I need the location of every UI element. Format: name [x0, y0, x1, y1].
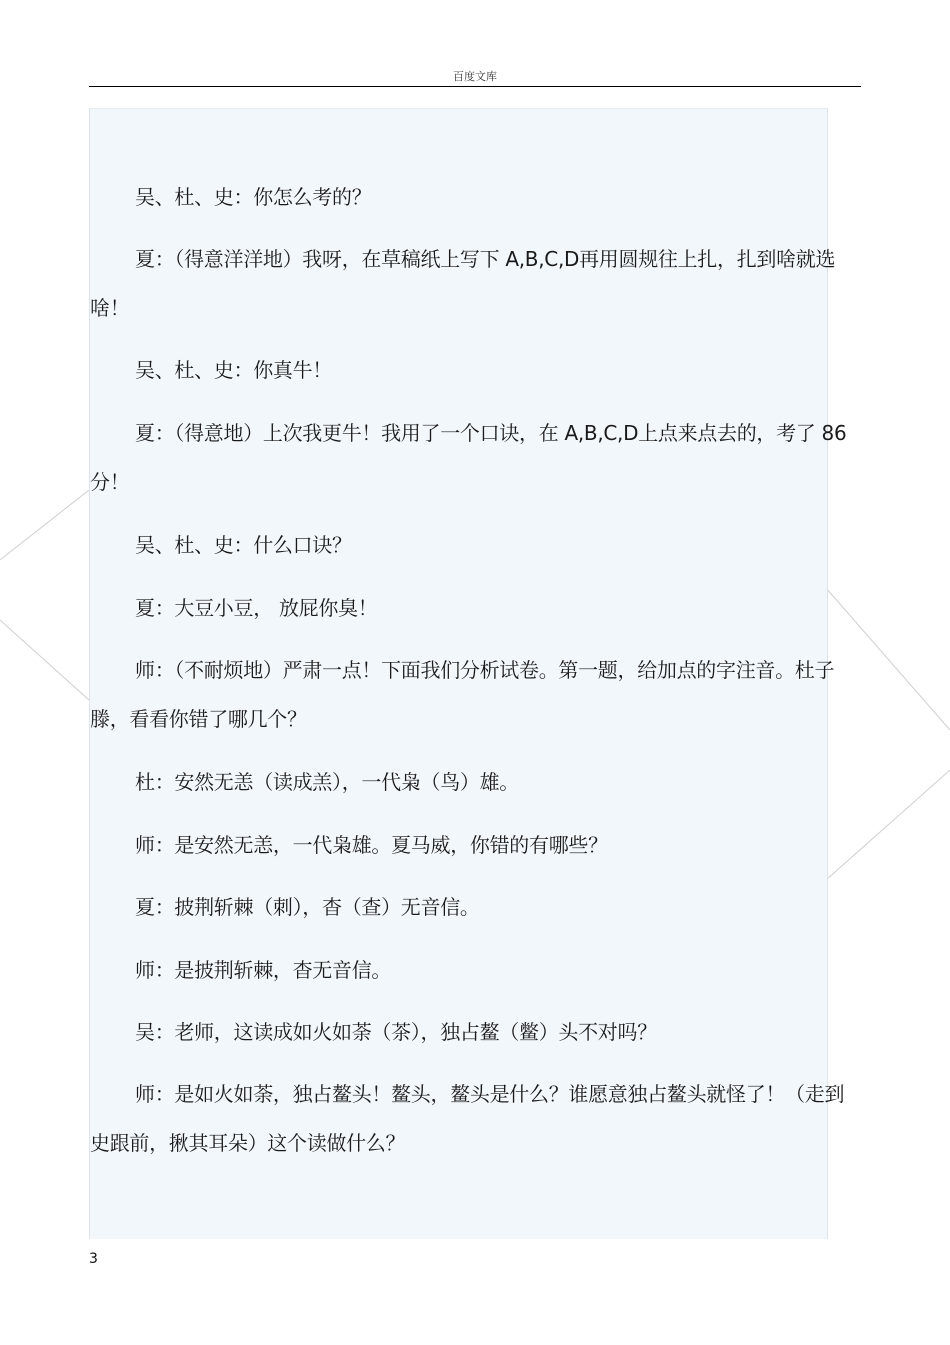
text-line: 夏：大豆小豆， 放屁你臭！	[135, 596, 378, 620]
text-line: 夏：（得意地）上次我更牛！我用了一个口诀，在 A,B,C,D上点来点去的，考了 86	[135, 421, 847, 445]
deco-line	[0, 620, 89, 700]
deco-line	[0, 490, 89, 560]
text-line: 分！	[90, 470, 130, 494]
text-line: 吴、杜、史：什么口诀？	[135, 533, 352, 557]
text-line: 师：是安然无恙，一代枭雄。夏马威，你错的有哪些？	[135, 833, 608, 857]
text-line: 师：是披荆斩棘，杳无音信。	[135, 958, 392, 982]
text-line: 夏：披荆斩棘（刺），杳（查）无音信。	[135, 895, 480, 919]
text-line: 史跟前，揪其耳朵）这个读做什么？	[90, 1131, 406, 1155]
text-line: 吴、杜、史：你真牛！	[135, 358, 332, 382]
page-number: 3	[89, 1251, 98, 1267]
deco-line	[826, 588, 950, 730]
page-header: 百度文库	[453, 70, 497, 83]
text-line: 杜：安然无恙（读成羔），一代枭（鸟）雄。	[135, 770, 519, 794]
text-line: 夏：（得意洋洋地）我呀，在草稿纸上写下 A,B,C,D再用圆规往上扎，扎到啥就选	[135, 247, 836, 271]
document-body	[89, 108, 847, 1239]
text-line: 啥！	[90, 296, 130, 320]
deco-line	[826, 770, 950, 880]
header-divider	[89, 86, 861, 87]
text-line: 吴、杜、史：你怎么考的？	[135, 185, 372, 209]
text-line: 吴：老师，这读成如火如荼（茶），独占鳌（鳖）头不对吗？	[135, 1020, 657, 1044]
text-line: 师：（不耐烦地）严肃一点！下面我们分析试卷。第一题，给加点的字注音。杜子	[135, 658, 835, 682]
text-line: 滕，看看你错了哪几个？	[90, 707, 307, 731]
text-line: 师：是如火如荼，独占鳌头！鳌头，鳌头是什么？谁愿意独占鳌头就怪了！（走到	[135, 1082, 845, 1106]
